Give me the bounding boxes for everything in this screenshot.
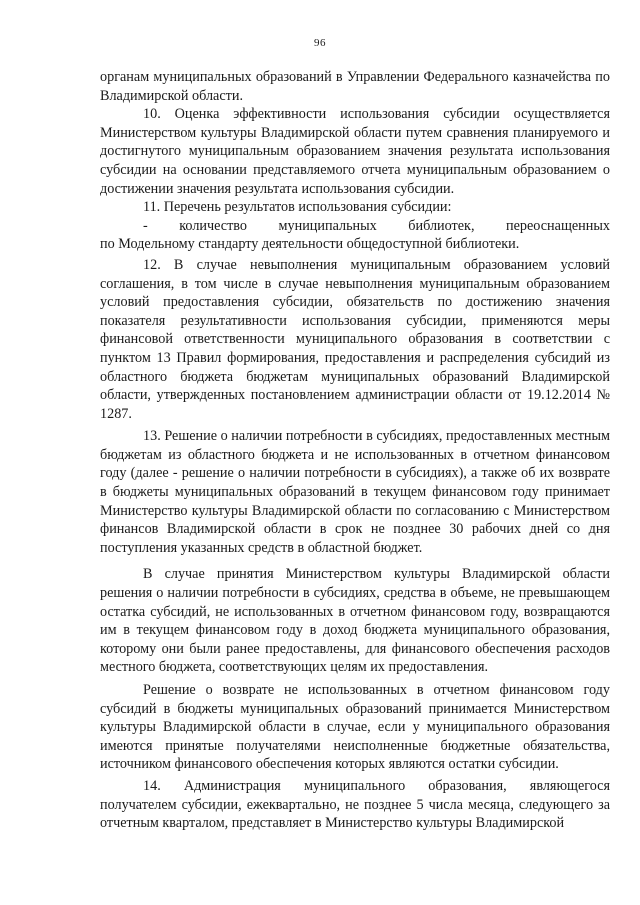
bullet-word: библиотек,	[408, 217, 475, 234]
paragraph-14: 14. Администрация муниципального образования, являющегося получателем субсидии, ежеквартально, не позднее 5 числа месяца, следующего за отчетным кварталом, представляет в Министерство культуры Владимирской	[100, 777, 610, 832]
paragraph-11-bullet-continuation: по Модельному стандарту деятельности общедоступной библиотеки.	[100, 236, 520, 253]
paragraph-13-part-3: Решение о возврате не использованных в отчетном финансовом году субсидий в бюджеты муниципальных образований принимается Министерством культуры Владимирской области в случае, если у муниципального образования имеются принятые получателями неисполненные бюджетные обязательства, источником финансового обеспечения которых являются остатки субсидии.	[100, 682, 610, 773]
document-body	[100, 68, 610, 833]
paragraph-continuation: органам муниципальных образований в Управлении Федерального казначейства по Владимирской области.	[100, 69, 610, 104]
page-number: 96	[314, 37, 326, 49]
bullet-word: количество	[179, 217, 247, 234]
bullet-word: переоснащенных	[506, 217, 610, 234]
paragraph-13: 13. Решение о наличии потребности в субсидиях, предоставленных местным бюджетам из областного бюджета и не использованных в отчетном финансовом году (далее - решение о наличии потребности в субсидиях), а также об их возврате в бюджеты муниципальных образований в текущем финансовом году принимает Министерство культуры Владимирской области по согласованию с Министерством финансов Владимирской области в срок не позднее 30 рабочих дней со дня поступления указанных средств в областной бюджет.	[100, 428, 610, 556]
paragraph-11-bullet	[100, 217, 610, 236]
paragraph-13-part-2: В случае принятия Министерством культуры Владимирской области решения о наличии потребности в субсидиях, средства в объеме, не превышающем остатка субсидий, не использованных в отчетном финансовом году, возвращаются им в текущем финансовом году в доход бюджета муниципального образования, которому они были ранее предоставлены, для финансового обеспечения расходов местного бюджета, соответствующих целям их предоставления.	[100, 566, 610, 676]
bullet-dash: -	[143, 217, 148, 234]
paragraph-10: 10. Оценка эффективности использования субсидии осуществляется Министерством культуры Владимирской области путем сравнения планируемого и достигнутого муниципальным образованием значения результата использования субсидии на основании представляемого отчета муниципальным образованием о достижении значения результата использования субсидии.	[100, 106, 610, 197]
paragraph-11-heading: 11. Перечень результатов использования субсидии:	[143, 199, 452, 216]
bullet-word: муниципальных	[278, 217, 377, 234]
paragraph-12: 12. В случае невыполнения муниципальным образованием условий соглашения, в том числе в случае невыполнения муниципальным образованием условий предоставления субсидии, обязательств по достижению значения показателя результативности использования субсидии, применяются меры финансовой ответственности муниципального образования в соответствии с пунктом 13 Правил формирования, предоставления и распределения субсидий из областного бюджета бюджетам муниципальных образований Владимирской области, утвержденных постановлением администрации области от 19.12.2014 № 1287.	[100, 256, 610, 422]
